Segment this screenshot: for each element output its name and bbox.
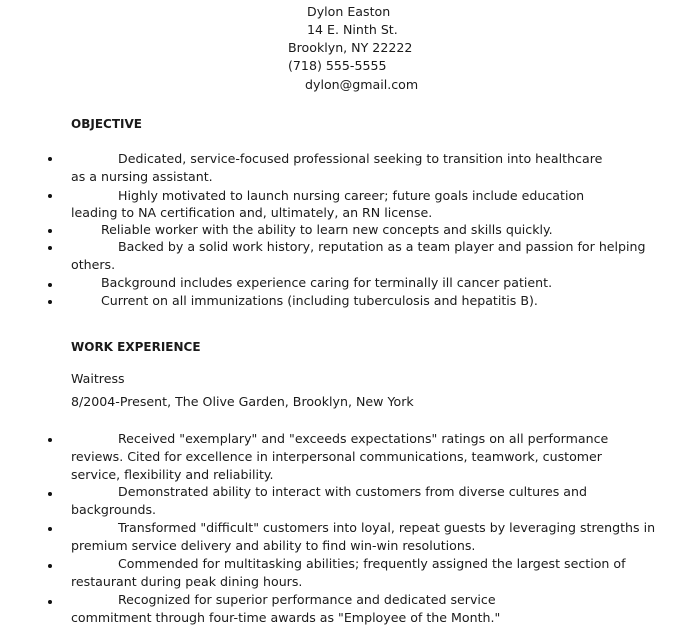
objective-item-4-line2: others.: [71, 257, 116, 272]
objective-heading: OBJECTIVE: [71, 117, 142, 131]
bullet-icon: [48, 492, 52, 496]
work-item-1-line2: reviews. Cited for excellence in interpersonal communications, teamwork, customer: [71, 449, 602, 464]
job-title: Waitress: [71, 371, 125, 386]
bullet-icon: [48, 564, 52, 568]
objective-item-1-line1: Dedicated, service-focused professional seeking to transition into healthcare: [118, 151, 603, 166]
contact-street: 14 E. Ninth St.: [307, 22, 398, 37]
work-item-5-line1: Recognized for superior performance and dedicated service: [118, 592, 496, 607]
objective-item-2-line1: Highly motivated to launch nursing career; future goals include education: [118, 188, 585, 203]
objective-item-6-line1: Current on all immunizations (including tuberculosis and hepatitis B).: [101, 293, 538, 308]
bullet-icon: [48, 194, 52, 198]
contact-email: dylon@gmail.com: [305, 77, 419, 92]
work-item-4-line1: Commended for multitasking abilities; frequently assigned the largest section of: [118, 556, 626, 571]
contact-phone: (718) 555-5555: [288, 58, 387, 73]
bullet-icon: [48, 600, 52, 604]
work-item-3-line2: premium service delivery and ability to find win-win resolutions.: [71, 538, 476, 553]
work-item-1-line3: service, flexibility and reliability.: [71, 467, 274, 482]
work-item-2-line1: Demonstrated ability to interact with customers from diverse cultures and: [118, 484, 587, 499]
bullet-icon: [48, 229, 52, 233]
bullet-icon: [48, 438, 52, 442]
work-item-1-line1: Received "exemplary" and "exceeds expectations" ratings on all performance: [118, 431, 609, 446]
objective-item-5-line1: Background includes experience caring for terminally ill cancer patient.: [101, 275, 553, 290]
work-item-4-line2: restaurant during peak dining hours.: [71, 574, 303, 589]
work-item-5-line2: commitment through four-time awards as "Employee of the Month.": [71, 610, 501, 625]
contact-name: Dylon Easton: [307, 4, 391, 19]
bullet-icon: [48, 527, 52, 531]
objective-item-1-line2: as a nursing assistant.: [71, 169, 213, 184]
job-detail: 8/2004-Present, The Olive Garden, Brooklyn, New York: [71, 394, 414, 409]
work-heading: WORK EXPERIENCE: [71, 340, 201, 354]
work-item-3-line1: Transformed "difficult" customers into loyal, repeat guests by leveraging strengths in: [118, 520, 656, 535]
bullet-icon: [48, 246, 52, 250]
work-item-2-line2: backgrounds.: [71, 502, 157, 517]
objective-item-3-line1: Reliable worker with the ability to learn new concepts and skills quickly.: [101, 222, 553, 237]
bullet-icon: [48, 157, 52, 161]
bullet-icon: [48, 300, 52, 304]
bullet-icon: [48, 283, 52, 287]
objective-item-2-line2: leading to NA certification and, ultimately, an RN license.: [71, 205, 433, 220]
objective-item-4-line1: Backed by a solid work history, reputation as a team player and passion for helping: [118, 239, 646, 254]
contact-city: Brooklyn, NY 22222: [288, 40, 413, 55]
